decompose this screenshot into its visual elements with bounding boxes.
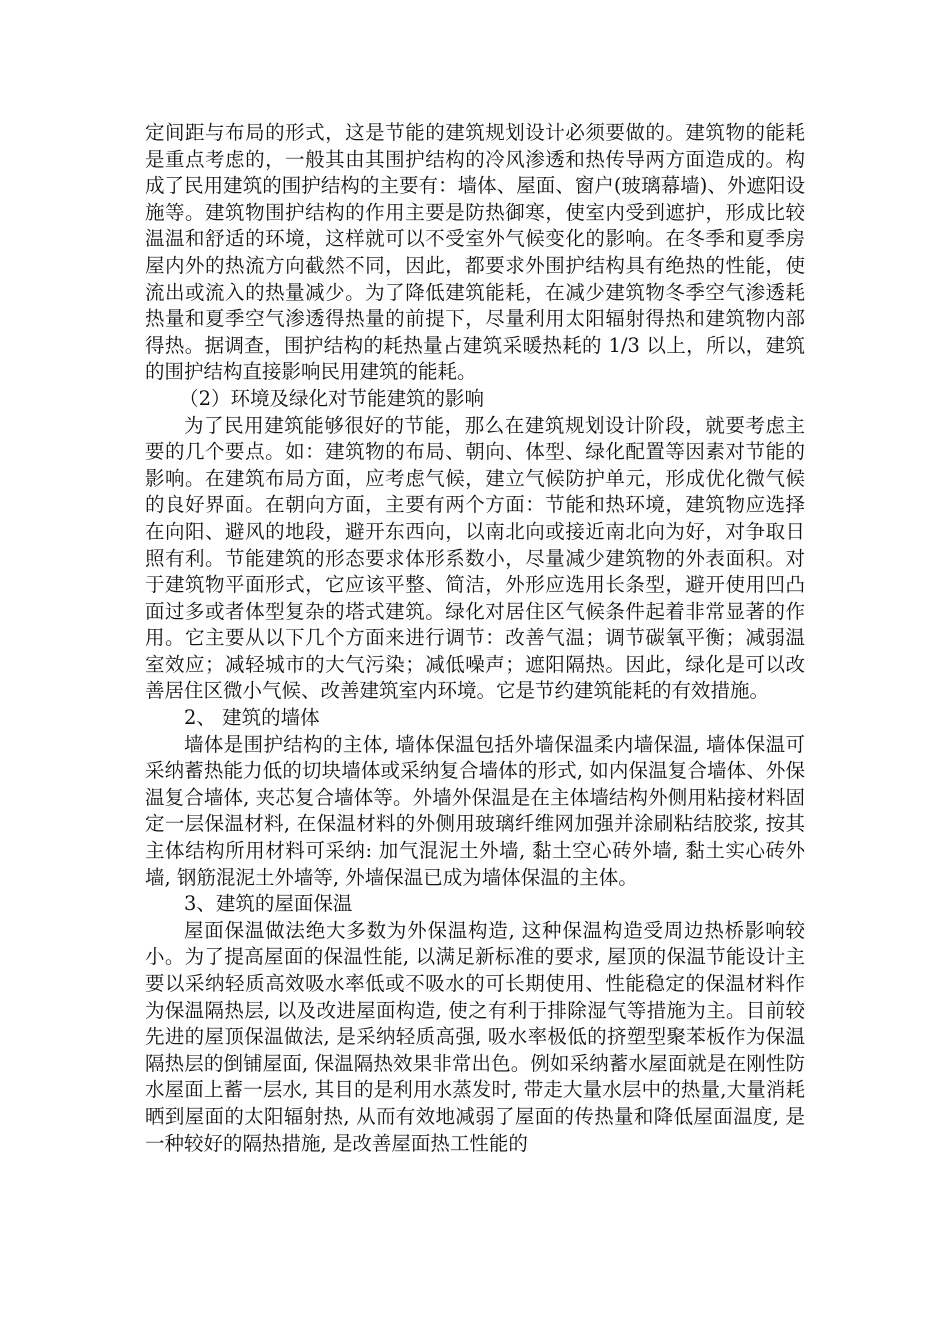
paragraph-environment-greening: 为了民用建筑能够很好的节能，那么在建筑规划设计阶段，就要考虑主要的几个要点。如：建筑物的布局、朝向、体型、绿化配置等因素对节能的影响。在建筑布局方面，应考虑气候，建立气候防护单元，形成优化微气候的良好界面。在朝向方面，主要有两个方面：节能和热环境，建筑物应选择在向阳、避风的地段，避开东西向，以南北向或接近南北向为好，对争取日照有利。节能建筑的形态要求体形系数小，尽量减少建筑物的外表面积。对于建筑物平面形式，它应该平整、简洁，外形应选用长条型，避开使用凹凸面过多或者体型复杂的塔式建筑。绿化对居住区气候条件起着非常显著的作用。它主要从以下几个方面来进行调节：改善气温；调节碳氧平衡；减弱温室效应；减轻城市的大气污染；减低噪声；遮阳隔热。因此，绿化是可以改善居住区微小气候、改善建筑室内环境。它是节约建筑能耗的有效措施。: [145, 413, 805, 703]
heading-building-walls: 2、 建筑的墙体: [184, 706, 320, 730]
paragraph-roof-insulation: 屋面保温做法绝大多数为外保温构造, 这种保温构造受周边热桥影响较小。为了提高屋面的保温性能, 以满足新标准的要求, 屋顶的保温节能设计主要以采纳轻质高效吸水率低或不吸水的可长期使用、性能稳定的保温材料作为保温隔热层, 以及改进屋面构造, 使之有利于排除湿气等措施为主。目前较先进的屋顶保温做法, 是采纳轻质高强, 吸水率极低的挤塑型聚苯板作为保温隔热层的倒铺屋面, 保温隔热效果非常出色。例如采纳蓄水屋面就是在刚性防水屋面上蓄一层水, 其目的是利用水蒸发时, 带走大量水层中的热量,大量消耗晒到屋面的太阳辐射热, 从而有效地减弱了屋面的传热量和降低屋面温度, 是一种较好的隔热措施, 是改善屋面热工性能的: [145, 918, 805, 1155]
paragraph-building-walls: 墙体是围护结构的主体, 墙体保温包括外墙保温柔内墙保温, 墙体保温可采纳蓄热能力低的切块墙体或采纳复合墙体的形式, 如内保温复合墙体、外保温复合墙体, 夹芯复合墙体等。外墙外保温是在主体墙结构外侧用粘接材料固定一层保温材料, 在保温材料的外侧用玻璃纤维网加强并涂刷粘结胶浆, 按其主体结构所用材料可采纳: 加气混泥土外墙, 黏土空心砖外墙, 黏土实心砖外墙, 钢筋混泥土外墙等, 外墙保温已成为墙体保温的主体。: [145, 732, 805, 889]
subheading-environment-greening: （2）环境及绿化对节能建筑的影响: [179, 386, 485, 410]
paragraph-envelope-continued: 定间距与布局的形式，这是节能的建筑规划设计必须要做的。建筑物的能耗是重点考虑的，一般其由其围护结构的冷风渗透和热传导两方面造成的。构成了民用建筑的围护结构的主要有：墙体、屋面、窗户(玻璃幕墙)、外遮阳设施等。建筑物围护结构的作用主要是防热御寒，使室内受到遮护，形成比较温温和舒适的环境，这样就可以不受室外气候变化的影响。在冬季和夏季房屋内外的热流方向截然不同，因此，都要求外围护结构具有绝热的性能，使流出或流入的热量减少。为了降低建筑能耗，在减少建筑物冬季空气渗透耗热量和夏季空气渗透得热量的前提下，尽量利用太阳辐射得热和建筑物内部得热。据调查，围护结构的耗热量占建筑采暖热耗的 1/3 以上，所以，建筑的围护结构直接影响民用建筑的能耗。: [145, 121, 805, 384]
heading-roof-insulation: 3、建筑的屋面保温: [184, 892, 353, 916]
document-body: [145, 120, 805, 1157]
